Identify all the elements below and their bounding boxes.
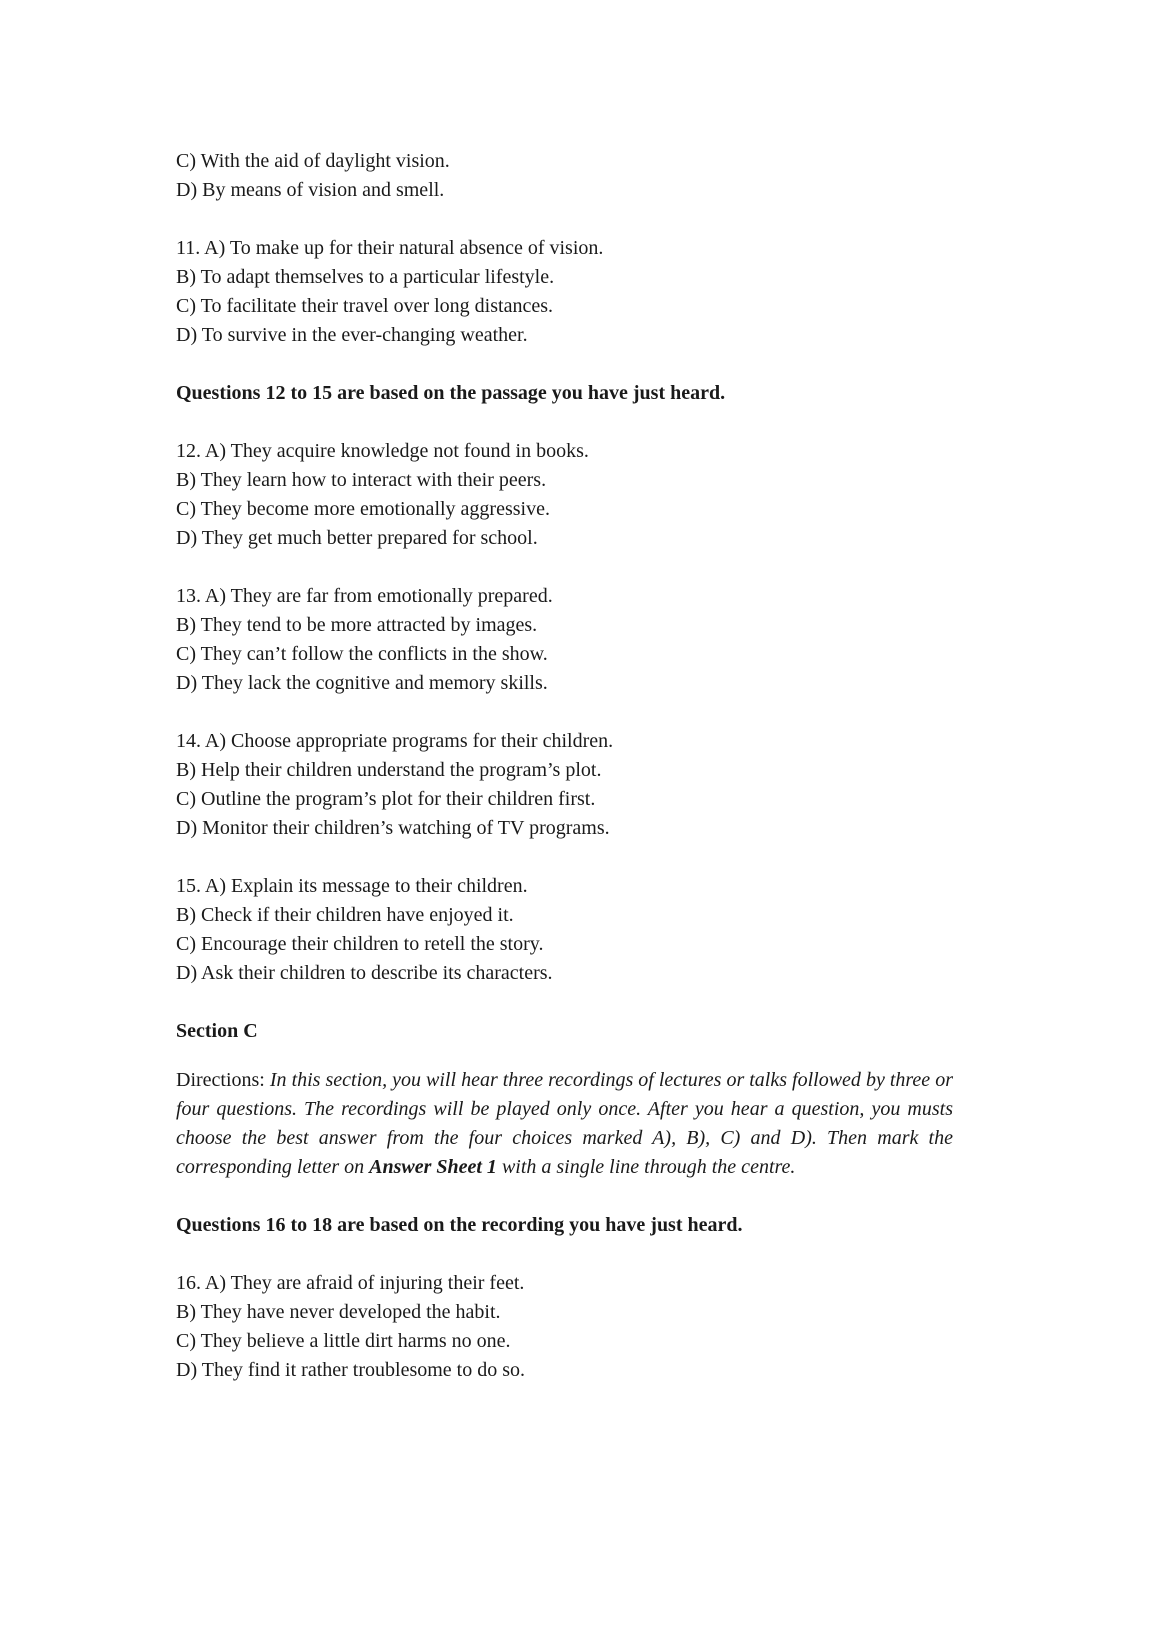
option-d: D) Ask their children to describe its characters. (176, 962, 553, 984)
option-c: C) They become more emotionally aggressive. (176, 498, 550, 520)
section-c-directions (176, 1066, 953, 1182)
option-c: C) To facilitate their travel over long distances. (176, 295, 553, 317)
option-d: D) To survive in the ever-changing weather. (176, 324, 528, 346)
option-d: D) By means of vision and smell. (176, 179, 445, 201)
questions-12-15-heading: Questions 12 to 15 are based on the passage you have just heard. (176, 382, 726, 404)
question-14 (176, 727, 956, 843)
option-c: C) Encourage their children to retell the story. (176, 933, 544, 955)
option-a: 16. A) They are afraid of injuring their feet. (176, 1272, 525, 1294)
question-13 (176, 582, 956, 698)
answer-sheet-reference: Answer Sheet 1 (369, 1156, 497, 1178)
directions-text-end: with a single line through the centre. (496, 1156, 796, 1178)
section-c-title: Section C (176, 1020, 258, 1042)
directions-label: Directions: (176, 1069, 270, 1091)
option-b: B) Help their children understand the program’s plot. (176, 759, 602, 781)
option-b: B) They have never developed the habit. (176, 1301, 501, 1323)
question-10-continuation (176, 147, 956, 205)
question-15 (176, 872, 956, 988)
directions-text: In this section, you will hear three recordings of lectures or talks followed by three or four questions. The recordings will be played only once. After you hear a question, you musts choose the best answer from the four choices marked A), B), C) and D). Then mark the corresponding letter on (176, 1069, 953, 1178)
option-a: 12. A) They acquire knowledge not found in books. (176, 440, 589, 462)
option-d: D) Monitor their children’s watching of TV programs. (176, 817, 610, 839)
option-b: B) They learn how to interact with their peers. (176, 469, 547, 491)
option-c: C) Outline the program’s plot for their children first. (176, 788, 596, 810)
option-a: 14. A) Choose appropriate programs for their children. (176, 730, 614, 752)
option-b: B) To adapt themselves to a particular lifestyle. (176, 266, 555, 288)
question-11 (176, 234, 956, 350)
questions-16-18-heading: Questions 16 to 18 are based on the recording you have just heard. (176, 1214, 743, 1236)
question-12 (176, 437, 956, 553)
option-b: B) They tend to be more attracted by images. (176, 614, 538, 636)
option-d: D) They lack the cognitive and memory skills. (176, 672, 548, 694)
option-b: B) Check if their children have enjoyed it. (176, 904, 514, 926)
option-d: D) They get much better prepared for school. (176, 527, 538, 549)
option-c: C) They believe a little dirt harms no one. (176, 1330, 511, 1352)
question-16 (176, 1269, 956, 1385)
exam-page (176, 147, 956, 1414)
option-c: C) With the aid of daylight vision. (176, 150, 450, 172)
option-c: C) They can’t follow the conflicts in the show. (176, 643, 548, 665)
option-d: D) They find it rather troublesome to do so. (176, 1359, 526, 1381)
option-a: 13. A) They are far from emotionally prepared. (176, 585, 553, 607)
option-a: 11. A) To make up for their natural absence of vision. (176, 237, 604, 259)
option-a: 15. A) Explain its message to their children. (176, 875, 528, 897)
